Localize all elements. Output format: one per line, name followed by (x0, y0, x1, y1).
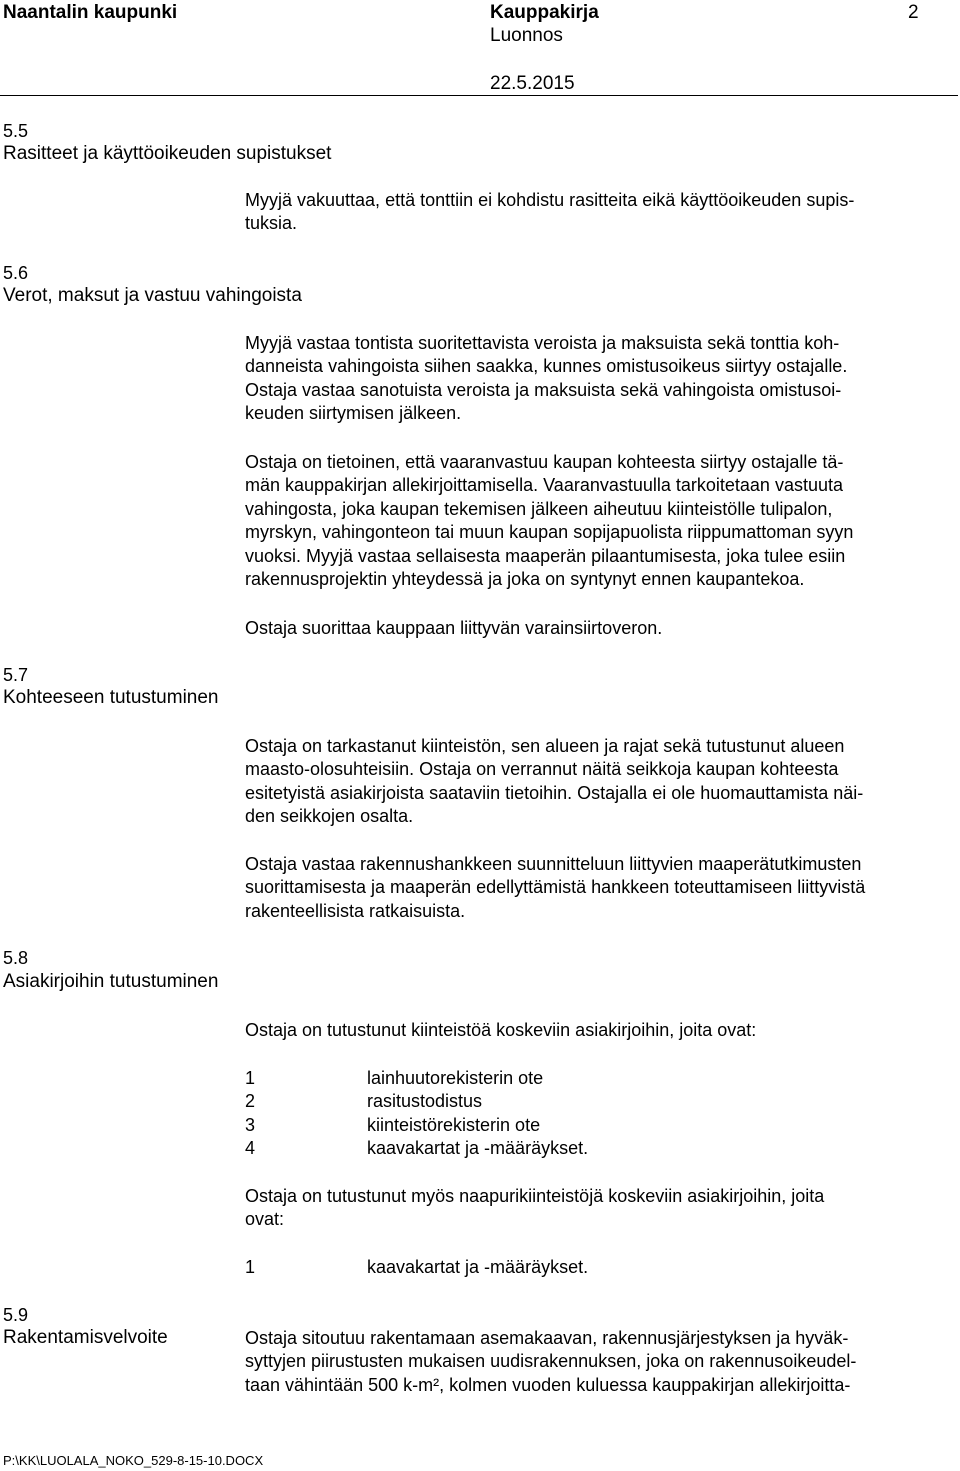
section-number: 5.9 (3, 1305, 29, 1325)
section-number: 5.7 (3, 665, 29, 685)
section-title: Asiakirjoihin tutustuminen (3, 971, 219, 992)
list-item: 2 rasitustodistus (245, 1091, 483, 1112)
file-path-footer: P:\KK\LUOLALA_NOKO_529-8-15-10.DOCX (3, 1453, 264, 1468)
paragraph-5-7-soil: Ostaja vastaa rakennushankkeen suunnitteluun liittyvien maaperätutkimusten suorittamisesta ja maaperän edellyttämistä hankkeen toteuttamiseen liittyvistä rakenteellisista ratkaisuista. (245, 854, 866, 921)
header-rule (0, 95, 958, 96)
document-list (245, 1067, 588, 1161)
document-date: 22.5.2015 (490, 73, 575, 94)
paragraph-5-6-risk: Ostaja on tietoinen, että vaaranvastuu kaupan kohteesta siirtyy ostajalle tä- män kauppakirjan allekirjoittamisella. Vaaranvastuulla tarkoitetaan vastuuta vahingosta, joka kaupan tekemisen jälkeen aiheutuu kiinteistölle tulipalon, myrskyn, vahingonteon tai muun kaupan sopijapuolista riippumattoman syyn vuoksi. Myyjä vastaa sellaisesta maaperän pilaantumisesta, joka tulee esiin rakennusprojektin yhteydessä ja joka on syntynyt ennen kaupantekoa. (245, 452, 854, 590)
section-title: Verot, maksut ja vastuu vahingoista (3, 285, 302, 306)
paragraph-5-5: Myyjä vakuuttaa, että tonttiin ei kohdistu rasitteita eikä käyttöoikeuden supis- tuksia. (245, 190, 855, 234)
list-item: 3 kiinteistörekisterin ote (245, 1114, 541, 1135)
document-title: Kauppakirja (490, 2, 599, 23)
list-item: 4 kaavakartat ja -määräykset. (245, 1138, 589, 1159)
section-title: Rakentamisvelvoite (3, 1327, 168, 1348)
section-number: 5.5 (3, 121, 29, 141)
section-number: 5.8 (3, 948, 29, 968)
paragraph-5-8-neighbors: Ostaja on tutustunut myös naapurikiinteistöjä koskeviin asiakirjoihin, joita ovat: (245, 1186, 825, 1230)
organization-name: Naantalin kaupunki (3, 2, 178, 23)
section-number: 5.6 (3, 263, 29, 283)
paragraph-5-9-building: Ostaja sitoutuu rakentamaan asemakaavan, rakennusjärjestyksen ja hyväk- syttyjen piirustusten mukaisen uudisrakennuksen, joka on rakennusoikeudel- taan vähintään 500 k-m², kolmen vuoden kuluessa kauppakirjan allekirjoitta- (245, 1328, 857, 1395)
paragraph-5-6-taxes: Myyjä vastaa tontista suoritettavista veroista ja maksuista sekä tonttia koh- danneista vahingoista siihen saakka, kunnes omistusoikeus siirtyy ostajalle. Ostaja vastaa sanotuista veroista ja maksuista sekä vahingoista omistusoi- keuden siirtymisen jälkeen. (245, 333, 848, 424)
page-number: 2 (908, 2, 919, 23)
section-title: Kohteeseen tutustuminen (3, 687, 219, 708)
paragraph-5-8-documents: Ostaja on tutustunut kiinteistöä koskeviin asiakirjoihin, joita ovat: (245, 1020, 757, 1040)
paragraph-5-7-inspection: Ostaja on tarkastanut kiinteistön, sen alueen ja rajat sekä tutustunut alueen maasto-olosuhteisiin. Ostaja on verrannut näitä seikkoja kaupan kohteesta esitetyistä asiakirjoista saataviin tietoihin. Ostajalla ei ole huomauttamista näi- den seikkojen osalta. (245, 736, 864, 827)
list-item: 1 lainhuutorekisterin ote (245, 1068, 544, 1088)
section-title: Rasitteet ja käyttöoikeuden supistukset (3, 143, 332, 164)
neighbor-document-list (245, 1256, 588, 1279)
paragraph-5-6-transfer-tax: Ostaja suorittaa kauppaan liittyvän varainsiirtoveron. (245, 618, 663, 638)
document-status: Luonnos (490, 25, 563, 46)
list-item: 1 kaavakartat ja -määräykset. (245, 1257, 589, 1277)
